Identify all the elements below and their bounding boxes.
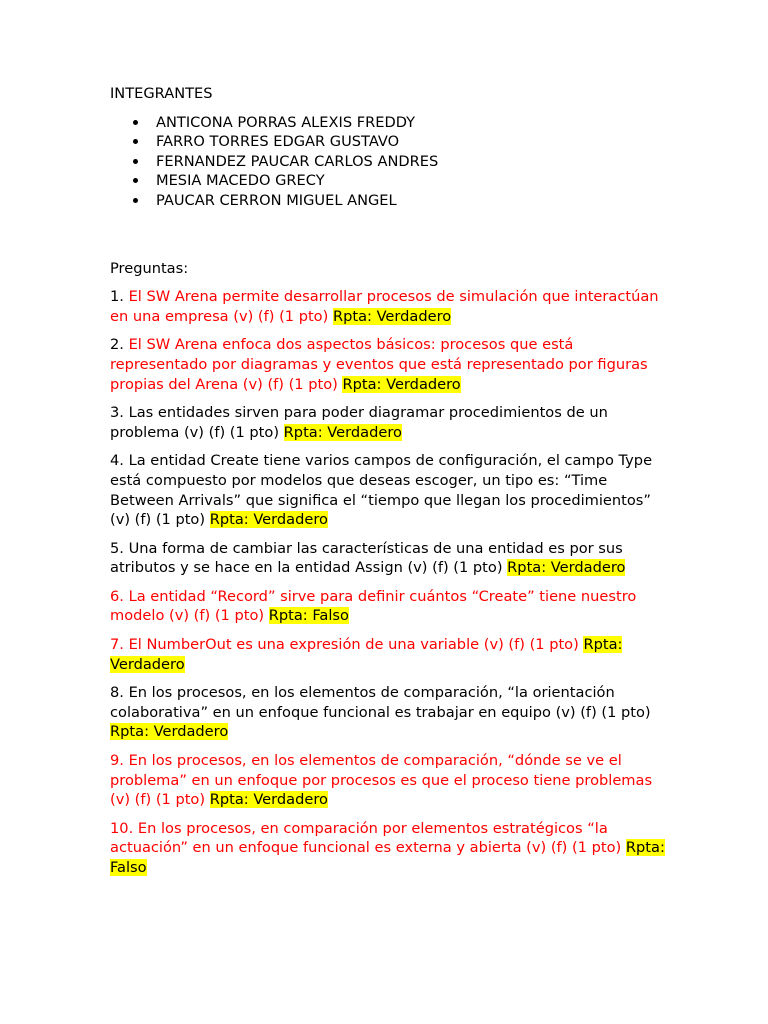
questions-title: Preguntas:	[110, 259, 189, 277]
answer-highlight: Rpta: Verdadero	[342, 375, 461, 393]
question-text: En los procesos, en los elementos de comparación, “la orientación colaborativa” en un enfoque funcional es trabajar en equipo (v) (f) (1 pto)	[110, 684, 651, 721]
team-member: FARRO TORRES EDGAR GUSTAVO	[110, 132, 670, 152]
question-1	[110, 287, 670, 326]
question-text: El NumberOut es una expresión de una variable (v) (f) (1 pto)	[128, 636, 579, 654]
question-text: La entidad “Record” sirve para definir cuántos “Create” tiene nuestro modelo (v) (f) (1 pto)	[110, 587, 637, 625]
question-number: 10.	[110, 819, 134, 837]
question-text: En los procesos, en los elementos de comparación, “dónde se ve el problema” en un enfoque por procesos es que el proceso tiene problemas (v) (f) (1 pto)	[110, 752, 653, 809]
question-text: Una forma de cambiar las características de una entidad es por sus atributos y se hace en la entidad Assign (v) (f) (1 pto)	[110, 539, 623, 577]
question-number: 5.	[110, 539, 124, 557]
question-8	[110, 683, 670, 742]
answer-highlight: Rpta: Verdadero	[507, 559, 626, 577]
answer-highlight: Rpta: Verdadero	[332, 307, 452, 325]
question-number: 9.	[110, 752, 124, 770]
document-content	[110, 84, 670, 887]
question-number: 1.	[110, 288, 124, 306]
question-number: 4.	[110, 452, 124, 470]
answer-highlight: Rpta: Falso	[110, 839, 665, 876]
answer-highlight: Rpta: Verdadero	[110, 723, 229, 741]
question-10	[110, 819, 670, 878]
question-5	[110, 539, 670, 578]
question-text: El SW Arena permite desarrollar procesos de simulación que interactúan en una empresa (v) (f) (1 pto)	[110, 288, 659, 325]
question-6	[110, 587, 670, 626]
question-number: 7.	[110, 636, 124, 654]
team-member: MESIA MACEDO GRECY	[110, 171, 670, 191]
team-title: INTEGRANTES	[110, 85, 213, 102]
question-text: En los procesos, en comparación por elementos estratégicos “la actuación” en un enfoque funcional es externa y abierta (v) (f) (1 pto)	[110, 819, 622, 857]
question-3	[110, 403, 670, 442]
team-member: FERNANDEZ PAUCAR CARLOS ANDRES	[110, 152, 670, 172]
question-text: El SW Arena enfoca dos aspectos básicos: procesos que está representado por diagramas y eventos que está representado por figuras propias del Arena (v) (f) (1 pto)	[110, 336, 648, 393]
question-number: 8.	[110, 684, 124, 702]
question-7	[110, 635, 670, 674]
answer-highlight: Rpta: Falso	[268, 607, 349, 625]
question-number: 6.	[110, 587, 124, 605]
question-number: 2.	[110, 336, 124, 354]
answer-highlight: Rpta: Verdadero	[110, 636, 623, 673]
question-2	[110, 335, 670, 394]
question-text: Las entidades sirven para poder diagramar procedimientos de un problema (v) (f) (1 pto)	[110, 404, 608, 441]
answer-highlight: Rpta: Verdadero	[209, 511, 328, 529]
answer-highlight: Rpta: Verdadero	[283, 423, 402, 441]
question-text: La entidad Create tiene varios campos de configuración, el campo Type está compuesto por modelos que deseas escoger, un tipo es: “Time Between Arrivals” que significa el “tiempo que llegan los procedimientos” (v) (f) (1 pto)	[110, 452, 653, 529]
team-member: ANTICONA PORRAS ALEXIS FREDDY	[110, 113, 670, 133]
question-4	[110, 451, 670, 529]
team-member: PAUCAR CERRON MIGUEL ANGEL	[110, 191, 670, 211]
team-members-list	[110, 113, 670, 211]
answer-highlight: Rpta: Verdadero	[209, 791, 328, 809]
question-9	[110, 751, 670, 810]
question-number: 3.	[110, 404, 124, 422]
